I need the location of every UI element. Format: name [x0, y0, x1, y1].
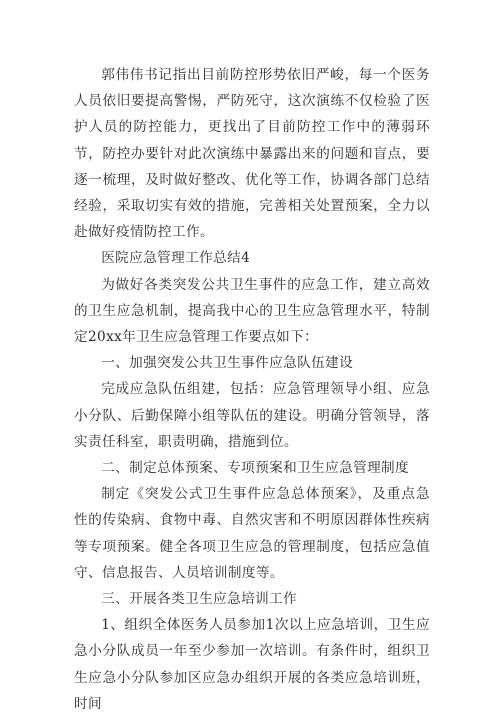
- paragraph-training: 1、组织全体医务人员参加1次以上应急培训，卫生应急小分队成员一年至少参加一次培训。有条件时，组织卫生应急小分队参加区应急办组织开展的各类应急培训班，时间: [74, 617, 430, 712]
- heading-two: 二、制定总体预案、专项预案和卫生应急管理制度: [101, 460, 410, 477]
- paragraph-plans: 制定《突发公式卫生事件应急总体预案》，及重点急性的传染病、食物中毒、自然灾害和不明原因群体性疾病等专项预案。健全各项卫生应急的管理制度，包括应急值守、信息报告、人员培训制度等。: [74, 486, 430, 581]
- section-title: 医院应急管理工作总结4: [101, 250, 251, 267]
- heading-three: 三、开展各类卫生应急培训工作: [101, 591, 298, 608]
- document-body: [74, 62, 430, 717]
- paragraph-team-building: 完成应急队伍组建，包括：应急管理领导小组、应急小分队、后勤保障小组等队伍的建设。明确分管领导，落实责任科室，职责明确，措施到位。: [74, 381, 430, 450]
- paragraph-intro: 为做好各类突发公共卫生事件的应急工作，建立高效的卫生应急机制，提高我中心的卫生应急管理水平，特制定20xx年卫生应急管理工作要点如下：: [74, 276, 430, 346]
- paragraph-closing-remarks: 郭伟伟书记指出目前防控形势依旧严峻，每一个医务人员依旧要提高警惕，严防死守，这次演练不仅检验了医护人员的防控能力，更找出了目前防控工作中的薄弱环节，防控办要针对此次演练中暴露出来的问题和盲点，要逐一梳理，及时做好整改、优化等工作，协调各部门总结经验，采取切实有效的措施，完善相关处置预案，全力以赴做好疫情防控工作。: [74, 67, 430, 241]
- heading-one: 一、加强突发公共卫生事件应急队伍建设: [101, 355, 354, 372]
